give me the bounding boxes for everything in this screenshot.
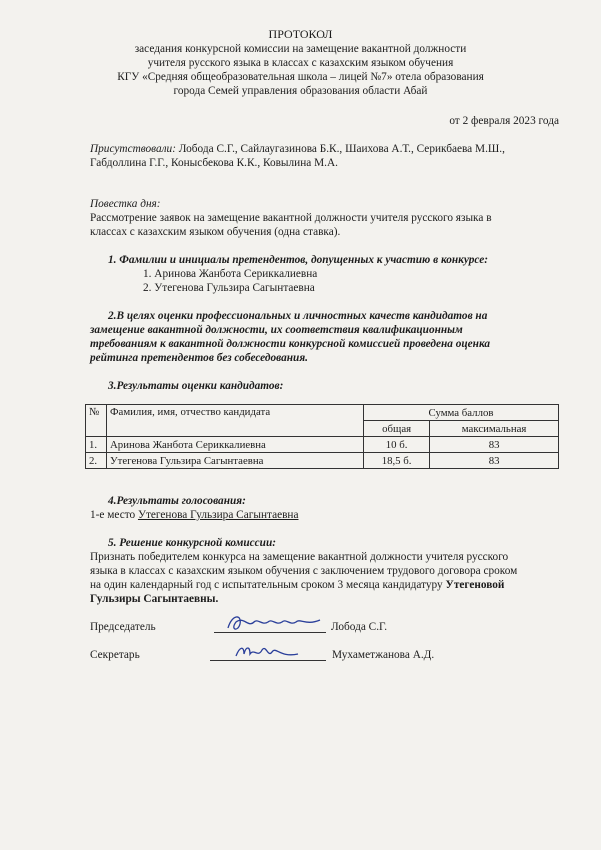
secretary-signature-icon	[232, 640, 302, 664]
protocol-date: от 2 февраля 2023 года	[449, 115, 559, 127]
row-max: 83	[430, 453, 559, 469]
row-name: Утегенова Гульзира Сагынтаевна	[107, 453, 364, 469]
section-2-line-3: требованиям к вакантной должности конкурсной комиссией проведена оценка	[90, 338, 491, 350]
col-header-name: Фамилия, имя, отчество кандидата	[107, 405, 364, 437]
decision-winner-name: Утегеновой	[445, 579, 505, 591]
section-2-line-4: рейтинга претендентов без собеседования.	[90, 352, 308, 364]
header-line-1: заседания конкурсной комиссии на замещение вакантной должности	[134, 43, 467, 55]
row-max: 83	[430, 437, 559, 453]
col-header-sum: Сумма баллов	[364, 405, 559, 421]
row-num: 1.	[86, 437, 107, 453]
row-num: 2.	[86, 453, 107, 469]
table-row	[86, 437, 559, 453]
decision-line-2: языка в классах с казахским языком обучения с заключением трудового договора сроком	[90, 565, 518, 577]
section-2-line-1: 2.В целях оценки профессиональных и личностных качеств кандидатов на	[108, 310, 488, 322]
agenda-line-1: Рассмотрение заявок на замещение вакантной должности учителя русского языка в	[90, 212, 492, 224]
table-header-row	[86, 405, 559, 421]
vote-result	[90, 509, 299, 522]
header-line-3: КГУ «Средняя общеобразовательная школа – лицей №7» отела образования	[117, 71, 484, 83]
col-header-max: максимальная	[430, 421, 559, 437]
present-line-1	[90, 143, 505, 156]
agenda-line-2: классах с казахским языком обучения (одна ставка).	[90, 226, 341, 238]
row-total: 18,5 б.	[364, 453, 430, 469]
vote-place: 1-е место	[90, 509, 138, 521]
table-row	[86, 453, 559, 469]
decision-line-4: Гульзиры Сагынтаевны.	[90, 593, 219, 605]
chair-name: Лобода С.Г.	[331, 621, 388, 633]
section-1-heading: 1. Фамилии и инициалы претендентов, допущенных к участию в конкурсе:	[108, 254, 489, 266]
secretary-name: Мухаметжанова А.Д.	[332, 649, 435, 661]
header-line-2: учителя русского языка в классах с казахским языком обучения	[147, 57, 454, 69]
agenda-label: Повестка дня:	[90, 198, 161, 210]
present-names-1: Лобода С.Г., Сайлаугазинова Б.К., Шаихова А.Т., Серикбаева М.Ш.,	[175, 143, 505, 155]
header-line-4: города Семей управления образования области Абай	[173, 85, 428, 97]
candidate-list-item: 2. Утегенова Гульзира Сагынтаевна	[143, 282, 315, 294]
section-3-heading: 3.Результаты оценки кандидатов:	[108, 380, 284, 392]
col-header-total: общая	[364, 421, 430, 437]
vote-winner: Утегенова Гульзира Сагынтаевна	[137, 509, 299, 521]
chair-label: Председатель	[90, 621, 156, 633]
decision-line-3	[90, 579, 504, 592]
secretary-label: Секретарь	[90, 649, 140, 661]
decision-line-1: Признать победителем конкурса на замещение вакантной должности учителя русского	[90, 551, 509, 563]
section-2-line-2: замещение вакантной должности, их соответствия квалификационным	[90, 324, 463, 336]
col-header-num: №	[86, 405, 107, 437]
present-label: Присутствовали:	[90, 143, 176, 155]
present-names-2: Габдоллина Г.Г., Конысбекова К.К., Ковылина М.А.	[90, 157, 338, 169]
decision-line-3-text: на один календарный год с испытательным сроком 3 месяца кандидатуру	[90, 579, 446, 591]
chair-signature-icon	[224, 610, 324, 636]
row-name: Аринова Жанбота Сериккалиевна	[107, 437, 364, 453]
candidate-list-item: 1. Аринова Жанбота Сериккалиевна	[143, 268, 318, 280]
results-table	[85, 404, 559, 469]
row-total: 10 б.	[364, 437, 430, 453]
section-4-heading: 4.Результаты голосования:	[108, 495, 246, 507]
document-title: ПРОТОКОЛ	[268, 27, 333, 41]
section-5-heading: 5. Решение конкурсной комиссии:	[108, 537, 277, 549]
